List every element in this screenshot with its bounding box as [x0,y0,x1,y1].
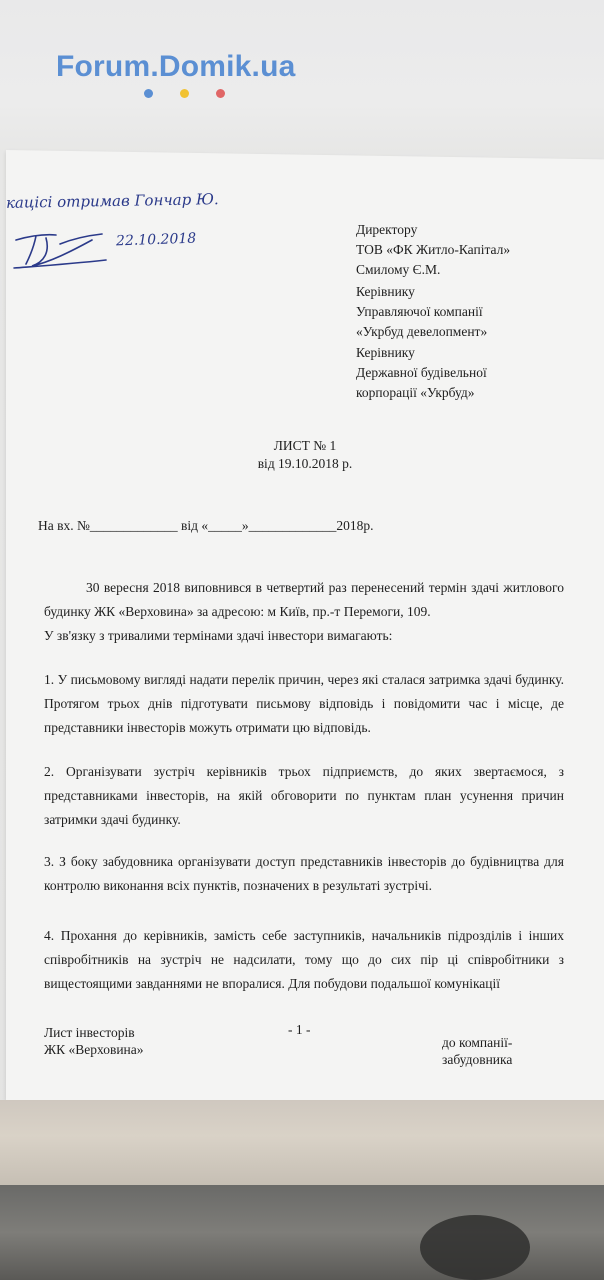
footer-left [44,1024,144,1058]
demand-item-4: 4. Прохання до керівників, замість себе заступників, начальників підрозділів і інших співробітників на зустріч не надсилати, тому що до сих пір ці співробітники з вищестоящими завданнями не впоралися. Для побудови подальшої комунікації [44,928,564,991]
handwritten-signature [10,222,120,272]
letter-title: ЛИСТ № 1 [273,438,337,453]
handwritten-receiver-note: кацісі отримав Гончар Ю. [5,190,219,212]
addressee-1-line-1: Директору [356,222,418,237]
page-number: - 1 - [288,1022,311,1037]
watermark-dot-yellow [180,89,189,98]
addressee-2-line-3: «Укрбуд девелопмент» [356,324,488,339]
dark-object [420,1215,530,1280]
addressee-2-line-1: Керівнику [356,284,415,299]
addressee-3-line-2: Державної будівельної [356,365,487,380]
watermark-logo: Forum.Domik.ua [56,50,296,83]
demand-item-3: 3. З боку забудовника організувати доступ представників інвесторів до будівництва для контролю виконання всіх пунктів, позначених в результаті зустрічі. [44,854,564,893]
footer-left-line-2: ЖК «Верховина» [44,1042,144,1057]
letter-sheet [6,150,604,1109]
footer-left-line-1: Лист інвесторів [44,1025,135,1040]
footer-right-line-1: до компанії- [442,1035,513,1050]
addressee-3-line-1: Керівнику [356,345,415,360]
addressee-1-line-2: ТОВ «ФК Житло-Капітал» [356,242,511,257]
footer-right [442,1034,512,1068]
reference-line: На вх. №_____________ від «_____»_____________2018р. [38,518,374,533]
table-surface [0,1100,604,1190]
addressee-2 [356,282,487,342]
intro-paragraph: 30 вересня 2018 виповнився в четвертий раз перенесений термін здачі житлового будинку ЖК «Верховина» за адресою: м Київ, пр.-т Перемоги, 109. [44,580,564,619]
addressee-1 [356,220,510,280]
addressee-3 [356,343,487,403]
intro-demand-line: У зв'язку з тривалими термінами здачі інвестори вимагають: [44,628,393,643]
demand-item-1: 1. У письмовому вигляді надати перелік причин, через які сталася затримка здачі будинку. Протягом трьох днів підготувати письмову відповідь і повідомити час і місце, де представники інвесторів можуть отримати цю відповідь. [44,672,564,735]
demand-item-2: 2. Організувати зустріч керівників трьох підприємств, до яких звертаємося, з представниками інвесторів, на якій обговорити по пунктам план усунення причин затримки здачі будинку. [44,764,564,827]
letter-date: від 19.10.2018 р. [257,456,353,471]
watermark-dots [144,89,225,98]
addressee-1-line-3: Смилому Є.М. [356,262,441,277]
addressee-2-line-2: Управляючої компанії [356,304,483,319]
watermark-dot-blue [144,89,153,98]
handwritten-date: 22.10.2018 [115,230,197,250]
footer-right-line-2: забудовника [442,1052,513,1067]
watermark-dot-red [216,89,225,98]
addressee-3-line-3: корпорації «Укрбуд» [356,385,475,400]
